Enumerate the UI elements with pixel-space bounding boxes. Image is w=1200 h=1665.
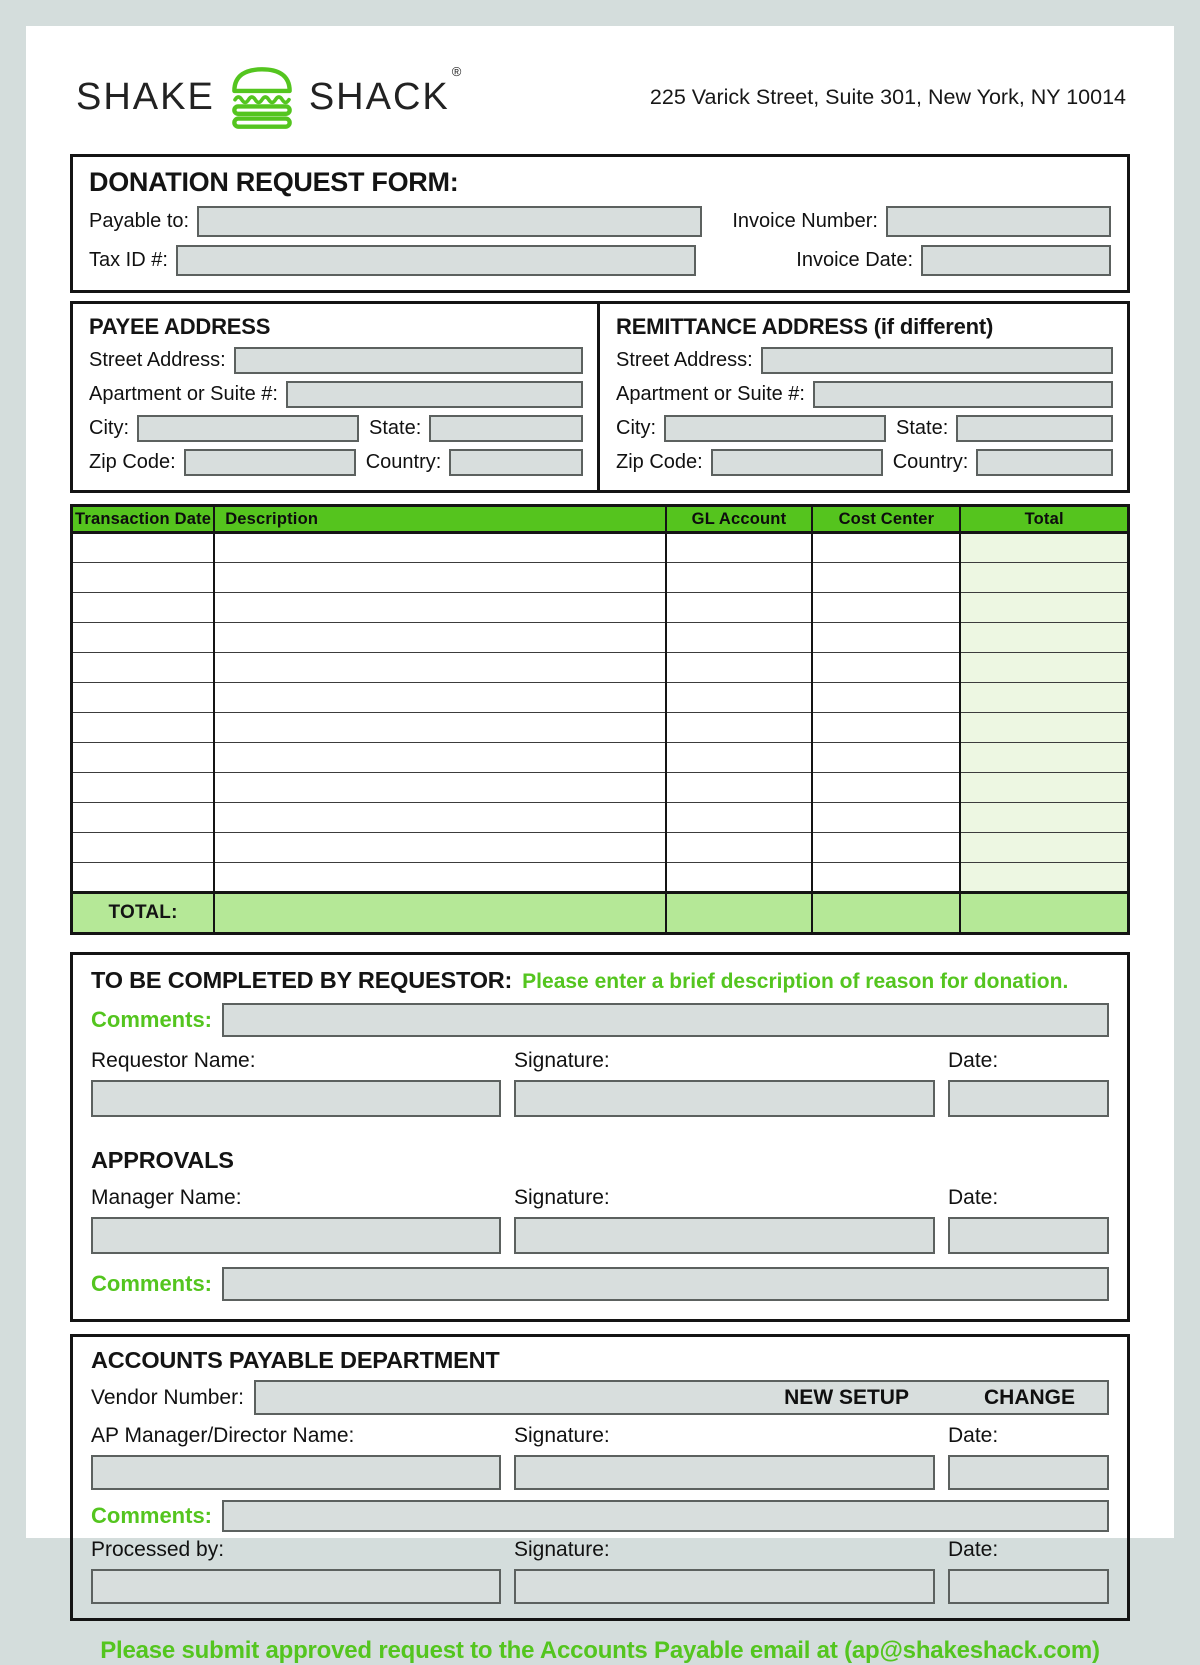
cell-transaction-date[interactable] [72, 773, 215, 803]
cell-gl-account[interactable] [666, 593, 813, 623]
cell-cost-center[interactable] [812, 833, 960, 863]
total-row [72, 893, 1129, 934]
approvals-labels-row [91, 1186, 1109, 1210]
total-cost-center-cell[interactable] [812, 893, 960, 934]
requestor-name-label: Requestor Name: [91, 1049, 256, 1072]
cell-transaction-date[interactable] [72, 653, 215, 683]
ap-comments-row [91, 1500, 1109, 1532]
remit-state-input[interactable] [956, 415, 1113, 442]
cell-gl-account[interactable] [666, 803, 813, 833]
ap-signature-input[interactable] [514, 1455, 935, 1490]
payable-to-label: Payable to: [89, 210, 190, 232]
invoice-date-input[interactable] [921, 245, 1111, 276]
cell-cost-center[interactable] [812, 593, 960, 623]
payee-state-input[interactable] [429, 415, 583, 442]
tax-id-label: Tax ID #: [89, 249, 168, 271]
table-row [72, 863, 1129, 893]
remittance-address-title: REMITTANCE ADDRESS (if different) [616, 314, 994, 339]
cell-total[interactable] [960, 593, 1128, 623]
remit-zip-input[interactable] [711, 449, 883, 476]
requestor-date-label: Date: [948, 1049, 999, 1072]
ap-comments-label: Comments: [91, 1503, 213, 1528]
ap-manager-name-input[interactable] [91, 1455, 501, 1490]
payee-street-label: Street Address: [89, 349, 226, 371]
remit-street-input[interactable] [761, 347, 1113, 374]
cell-gl-account[interactable] [666, 533, 813, 563]
cell-total[interactable] [960, 773, 1128, 803]
cell-description[interactable] [214, 833, 665, 863]
form-title: DONATION REQUEST FORM: [89, 167, 459, 197]
addresses-section [70, 301, 1130, 493]
submission-instruction: Please submit approved request to the Accounts Payable email at (ap@shakeshack.com) [100, 1637, 1100, 1664]
line-items-footer [72, 893, 1129, 934]
payee-city-label: City: [89, 417, 129, 439]
cell-total[interactable] [960, 743, 1128, 773]
processed-by-input[interactable] [91, 1569, 501, 1604]
col-header-transaction-date: Transaction Date [72, 506, 215, 533]
payee-country-input[interactable] [449, 449, 583, 476]
cell-description[interactable] [214, 803, 665, 833]
cell-total[interactable] [960, 623, 1128, 653]
tax-id-input[interactable] [176, 245, 696, 276]
burger-icon [227, 66, 297, 128]
ap-section-title: ACCOUNTS PAYABLE DEPARTMENT [91, 1347, 500, 1373]
manager-name-input[interactable] [91, 1217, 501, 1254]
cell-cost-center[interactable] [812, 653, 960, 683]
remit-state-label: State: [896, 417, 949, 439]
table-row [72, 713, 1129, 743]
processed-signature-input[interactable] [514, 1569, 935, 1604]
cell-description[interactable] [214, 593, 665, 623]
processed-date-input[interactable] [948, 1569, 1109, 1604]
document-header [70, 26, 1130, 154]
cell-cost-center[interactable] [812, 773, 960, 803]
taxid-date-row [89, 245, 1111, 276]
cell-gl-account[interactable] [666, 833, 813, 863]
col-header-total: Total [960, 506, 1128, 533]
requestor-instruction: Please enter a brief description of reason for donation. [522, 970, 1069, 993]
remit-country-input[interactable] [976, 449, 1113, 476]
cell-total[interactable] [960, 863, 1128, 893]
processed-by-label: Processed by: [91, 1538, 225, 1561]
payee-country-label: Country: [365, 451, 442, 473]
approvals-comments-input[interactable] [222, 1267, 1109, 1301]
cell-cost-center[interactable] [812, 683, 960, 713]
requestor-signature-label: Signature: [514, 1049, 610, 1072]
total-amount-cell[interactable] [960, 893, 1128, 934]
table-row [72, 773, 1129, 803]
ap-manager-name-label: AP Manager/Director Name: [91, 1424, 355, 1447]
cell-description[interactable] [214, 653, 665, 683]
total-gl-account-cell[interactable] [666, 893, 813, 934]
cell-total[interactable] [960, 653, 1128, 683]
cell-transaction-date[interactable] [72, 863, 215, 893]
remit-city-label: City: [616, 417, 656, 439]
form-document [26, 26, 1174, 1664]
cell-gl-account[interactable] [666, 863, 813, 893]
approvals-comments-label: Comments: [91, 1271, 213, 1296]
table-header-row [72, 506, 1129, 533]
remit-apt-label: Apartment or Suite #: [616, 383, 805, 405]
remit-city-input[interactable] [664, 415, 886, 442]
cell-cost-center[interactable] [812, 563, 960, 593]
processed-by-labels-row [91, 1538, 1109, 1562]
total-label-cell: TOTAL: [72, 893, 215, 934]
payee-zip-input[interactable] [184, 449, 356, 476]
cell-cost-center[interactable] [812, 623, 960, 653]
cell-description[interactable] [214, 863, 665, 893]
requestor-date-input[interactable] [948, 1080, 1109, 1117]
approvals-inputs-row [91, 1217, 1109, 1254]
change-option[interactable]: CHANGE [983, 1385, 1075, 1409]
manager-date-input[interactable] [948, 1217, 1109, 1254]
remit-apt-input[interactable] [813, 381, 1113, 408]
payee-address-block [73, 304, 600, 490]
donation-request-section [70, 154, 1130, 293]
cell-transaction-date[interactable] [72, 683, 215, 713]
shake-shack-logo [76, 63, 464, 128]
col-header-description: Description [214, 506, 665, 533]
remit-street-label: Street Address: [616, 349, 753, 371]
cell-cost-center[interactable] [812, 713, 960, 743]
processed-by-inputs-row [91, 1569, 1109, 1604]
cell-gl-account[interactable] [666, 683, 813, 713]
requestor-name-input[interactable] [91, 1080, 501, 1117]
payee-zip-label: Zip Code: [89, 451, 176, 473]
line-items-table [70, 504, 1130, 935]
ap-signature-label: Signature: [514, 1424, 610, 1447]
new-setup-option[interactable]: NEW SETUP [784, 1385, 909, 1409]
cell-transaction-date[interactable] [72, 563, 215, 593]
cell-description[interactable] [214, 533, 665, 563]
cell-transaction-date[interactable] [72, 593, 215, 623]
table-row [72, 833, 1129, 863]
cell-description[interactable] [214, 563, 665, 593]
requestor-comments-row [91, 1003, 1109, 1037]
payee-street-input[interactable] [234, 347, 583, 374]
ap-date-input[interactable] [948, 1455, 1109, 1490]
accounts-payable-section [70, 1334, 1130, 1621]
cell-total[interactable] [960, 683, 1128, 713]
table-row [72, 563, 1129, 593]
col-header-cost-center: Cost Center [812, 506, 960, 533]
manager-signature-label: Signature: [514, 1186, 610, 1209]
cell-total[interactable] [960, 803, 1128, 833]
ap-comments-input[interactable] [222, 1500, 1109, 1532]
table-row [72, 623, 1129, 653]
manager-signature-input[interactable] [514, 1217, 935, 1254]
table-row [72, 533, 1129, 563]
line-items-header [72, 506, 1129, 533]
cell-description[interactable] [214, 683, 665, 713]
requestor-section [70, 952, 1130, 1322]
manager-name-label: Manager Name: [91, 1186, 242, 1209]
requestor-comments-label: Comments: [91, 1007, 213, 1032]
invoice-date-label: Invoice Date: [796, 249, 913, 271]
cell-gl-account[interactable] [666, 623, 813, 653]
requestor-inputs-row [91, 1080, 1109, 1117]
remittance-address-block [600, 304, 1127, 490]
registered-trademark: ® [451, 63, 464, 79]
table-row [72, 653, 1129, 683]
cell-gl-account[interactable] [666, 563, 813, 593]
table-row [72, 803, 1129, 833]
vendor-number-label: Vendor Number: [91, 1385, 244, 1409]
invoice-number-label: Invoice Number: [732, 210, 878, 232]
company-address: 225 Varick Street, Suite 301, New York, NY 10014 [649, 84, 1126, 109]
requestor-signature-input[interactable] [514, 1080, 935, 1117]
cell-transaction-date[interactable] [72, 803, 215, 833]
table-row [72, 683, 1129, 713]
approvals-title: APPROVALS [91, 1147, 234, 1173]
processed-date-label: Date: [948, 1538, 999, 1561]
payee-address-title: PAYEE ADDRESS [89, 314, 271, 339]
approvals-comments-row [91, 1267, 1109, 1301]
cell-transaction-date[interactable] [72, 713, 215, 743]
cell-cost-center[interactable] [812, 863, 960, 893]
cell-total[interactable] [960, 713, 1128, 743]
payee-city-input[interactable] [137, 415, 359, 442]
total-description-cell[interactable] [214, 893, 665, 934]
cell-gl-account[interactable] [666, 773, 813, 803]
line-items-body [72, 533, 1129, 893]
cell-description[interactable] [214, 743, 665, 773]
requestor-section-title: TO BE COMPLETED BY REQUESTOR: [91, 967, 513, 993]
ap-manager-labels-row [91, 1424, 1109, 1448]
cell-total[interactable] [960, 563, 1128, 593]
requestor-comments-input[interactable] [222, 1003, 1109, 1037]
ap-date-label: Date: [948, 1424, 999, 1447]
cell-description[interactable] [214, 773, 665, 803]
payable-to-input[interactable] [197, 206, 702, 237]
cell-transaction-date[interactable] [72, 833, 215, 863]
cell-description[interactable] [214, 623, 665, 653]
col-header-gl-account: GL Account [666, 506, 813, 533]
vendor-number-row [91, 1380, 1109, 1415]
cell-total[interactable] [960, 833, 1128, 863]
cell-cost-center[interactable] [812, 803, 960, 833]
cell-description[interactable] [214, 713, 665, 743]
table-row [72, 743, 1129, 773]
cell-total[interactable] [960, 533, 1128, 563]
table-row [72, 593, 1129, 623]
cell-cost-center[interactable] [812, 533, 960, 563]
remit-zip-label: Zip Code: [616, 451, 703, 473]
invoice-number-input[interactable] [886, 206, 1111, 237]
payee-apt-label: Apartment or Suite #: [89, 383, 278, 405]
cell-gl-account[interactable] [666, 713, 813, 743]
payee-state-label: State: [369, 417, 422, 439]
cell-transaction-date[interactable] [72, 743, 215, 773]
cell-transaction-date[interactable] [72, 623, 215, 653]
processed-signature-label: Signature: [514, 1538, 610, 1561]
ap-manager-inputs-row [91, 1455, 1109, 1490]
vendor-number-input[interactable] [254, 1380, 1109, 1415]
manager-date-label: Date: [948, 1186, 999, 1209]
cell-cost-center[interactable] [812, 743, 960, 773]
remit-country-label: Country: [892, 451, 969, 473]
cell-gl-account[interactable] [666, 743, 813, 773]
logo-text-shake: SHAKE [76, 75, 215, 118]
cell-transaction-date[interactable] [72, 533, 215, 563]
cell-gl-account[interactable] [666, 653, 813, 683]
payable-invoice-row [89, 206, 1111, 237]
payee-apt-input[interactable] [286, 381, 583, 408]
logo-text-shack: SHACK® [308, 63, 464, 118]
requestor-labels-row [91, 1049, 1109, 1073]
